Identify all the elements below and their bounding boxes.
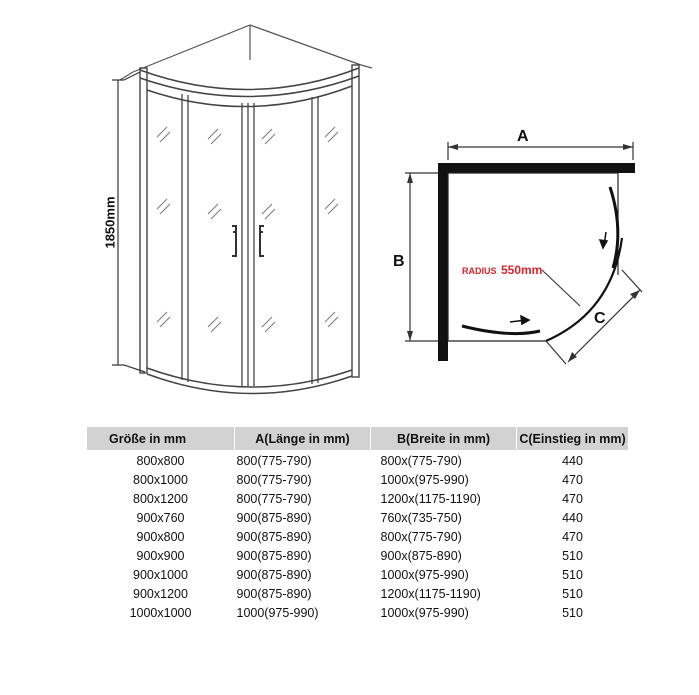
cell-length: 900(875-890) — [236, 586, 312, 601]
table-row — [87, 527, 629, 546]
cell-entry: 440 — [562, 453, 583, 468]
cell-width: 1000x(975-990) — [380, 605, 469, 620]
cell-length: 800(775-790) — [236, 491, 312, 506]
cell-entry: 510 — [562, 567, 583, 582]
cell-entry: 470 — [562, 472, 583, 487]
cell-length: 900(875-890) — [236, 567, 312, 582]
table-row — [87, 584, 629, 603]
header-width: B(Breite in mm) — [371, 427, 517, 451]
height-dimension-label: 1850mm — [102, 196, 118, 249]
cell-length: 800(775-790) — [236, 453, 312, 468]
cell-entry: 510 — [562, 586, 583, 601]
table-row — [87, 451, 629, 471]
cell-size: 900x1200 — [133, 586, 188, 601]
cell-entry: 510 — [562, 548, 583, 563]
cell-width: 900x(875-890) — [380, 548, 462, 563]
header-length: A(Länge in mm) — [235, 427, 371, 451]
header-entry: C(Einstieg in mm) — [517, 427, 629, 451]
cell-width: 1200x(1175-1190) — [380, 586, 481, 601]
radius-value: 550mm — [500, 263, 543, 277]
size-table — [86, 426, 629, 622]
cell-entry: 470 — [562, 529, 583, 544]
table-row — [87, 489, 629, 508]
table-header-row — [87, 427, 629, 451]
cell-width: 800x(775-790) — [380, 453, 462, 468]
cell-entry: 470 — [562, 491, 583, 506]
cell-size: 800x1200 — [133, 491, 188, 506]
cell-length: 900(875-890) — [236, 529, 312, 544]
table-row — [87, 603, 629, 622]
table-row — [87, 565, 629, 584]
cell-length: 800(775-790) — [236, 472, 312, 487]
cell-size: 900x1000 — [133, 567, 188, 582]
cell-entry: 440 — [562, 510, 583, 525]
cell-size: 900x900 — [136, 548, 185, 563]
cell-size: 900x800 — [136, 529, 185, 544]
radius-label — [462, 261, 542, 279]
cell-entry: 510 — [562, 605, 583, 620]
cell-width: 1000x(975-990) — [380, 567, 469, 582]
cell-size: 1000x1000 — [129, 605, 192, 620]
cell-width: 800x(775-790) — [380, 529, 462, 544]
cell-width: 1000x(975-990) — [380, 472, 469, 487]
header-size: Größe in mm — [87, 427, 235, 451]
cell-size: 800x1000 — [133, 472, 188, 487]
cell-length: 900(875-890) — [236, 510, 312, 525]
dimension-c-label: C — [594, 310, 606, 327]
dimension-b-label: B — [393, 253, 405, 270]
cell-width: 760x(735-750) — [380, 510, 462, 525]
table-row — [87, 546, 629, 565]
cell-length: 900(875-890) — [236, 548, 312, 563]
radius-prefix: RADIUS — [462, 266, 497, 276]
cell-size: 800x800 — [136, 453, 185, 468]
dimension-a-label: A — [517, 128, 529, 145]
table-row — [87, 470, 629, 489]
table-row — [87, 508, 629, 527]
cell-width: 1200x(1175-1190) — [380, 491, 481, 506]
cell-size: 900x760 — [136, 510, 185, 525]
cell-length: 1000(975-990) — [236, 605, 319, 620]
